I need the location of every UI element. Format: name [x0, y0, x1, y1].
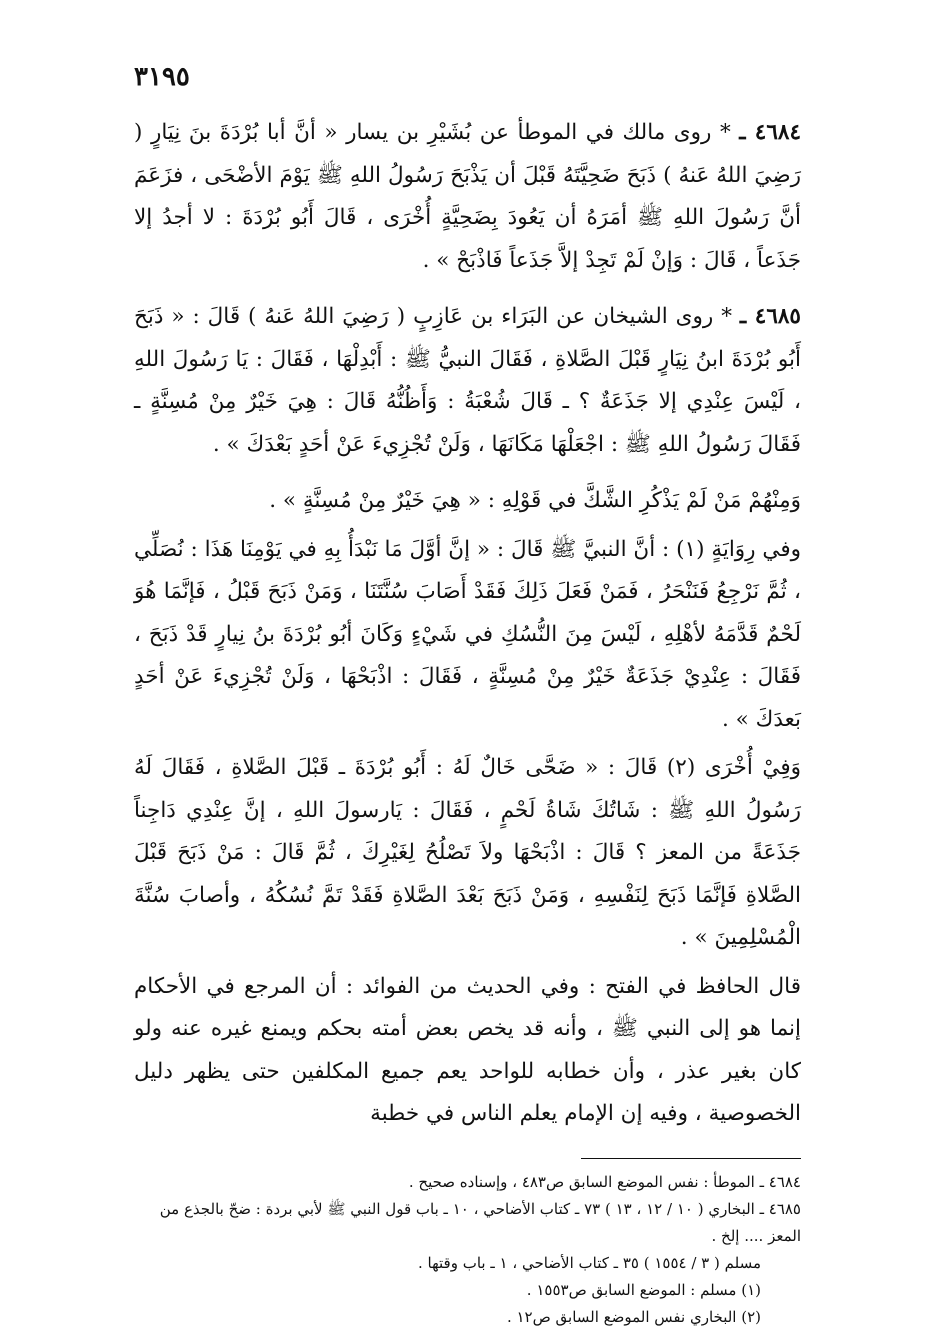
footnote: (١) مسلم : الموضع السابق ص١٥٥٣ . [526, 1280, 761, 1299]
footnote: (٢) البخاري نفس الموضع السابق ص١٢ . [506, 1307, 761, 1326]
paragraph: وَمِنْهُمْ مَنْ لَمْ يَذْكُرِ الشَّكَّ في قَوْلِهِ : « هِيَ خَيْرٌ مِنْ مُسِنَّةٍ » . [269, 488, 801, 513]
paragraph: قال الحافظ في الفتح : وفي الحديث من الفوائد : أن المرجع في الأحكام إنما هو إلى النبي ﷺ ، وأنه قد يخص بعض أمته بحكم ويمنع غيره عنه ولو كان بغير عذر ، وأن خطابه للواحد يعم جميع المكلفين حتى يظهر دليل الخصوصية ، وفيه إن الإمام يعلم الناس في خطبة [134, 973, 801, 1126]
hadith-number: ٤٦٨٤ ـ [739, 120, 801, 145]
paragraph: وفي رِوَايَةٍ (١) : أنَّ النبيَّ ﷺ قَالَ : « إنَّ أوَّلَ مَا نَبْدَأُ بِهِ في يَوْمِنَا هَذَا : نُصَلِّي ، ثُمَّ نَرْجِعُ فَنَنْحَرُ ، فَمَنْ فَعَلَ ذَلِكَ فَقَدْ أَصَابَ سُنَّتَنَا ، وَمَنْ ذَبَحَ قَبْلُ ، فَإنَّمَا هُوَ لَحْمٌ قَدَّمَهُ لأهْلِهِ ، لَيْسَ مِنَ النُّسُكِ في شَيْءٍ وَكَانَ أبُو بُرْدَةَ بنُ نِيارٍ قَدْ ذَبَحَ ، فَقَالَ : عِنْدِيْ جَذَعَةٌ خَيْرٌ مِنْ مُسِنَّةٍ ، فَقَالَ : اذْبَحْهَا ، وَلَنْ تُجْزِيءَ عَنْ أحَدٍ بَعدَكَ » . [134, 536, 801, 732]
page-number: ٣١٩٥ [134, 62, 190, 92]
footnote: مسلم ( ٣ / ١٥٥٤ ) ٣٥ ـ كتاب الأضاحي ، ١ ـ باب وقتها . [417, 1253, 761, 1272]
footnote-divider [581, 1158, 801, 1159]
hadith-text: * روى مالك في الموطأ عن بُشَيْرِ بن يسار « أنَّ أبا بُرْدَةَ بنَ نِيَارٍ ( رَضِيَ اللهُ عَنهُ ) ذَبَحَ ضَحِيَّتَهُ قَبْلَ أن يَذْبَحَ رَسُولُ اللهِ ﷺ يَوْمَ الأضْحَى ، فزَعَمَ أنَّ رَسُولَ اللهِ ﷺ أمَرَهُ أن يَعُودَ بِضَحِيَّةٍ أُخْرَى ، قَالَ أَبُو بُرْدَةَ : لا أجدُ إلا جَذَعاً ، قَالَ : وَإنْ لَمْ تَجِدْ إلاَّ جَذَعاً فَاذْبَحْ » . [134, 120, 801, 273]
hadith-number: ٤٦٨٥ ـ [739, 304, 801, 329]
hadith-4685 [134, 296, 801, 466]
paragraph: وَفِيْ أُخْرَى (٢) قَالَ : « ضَحَّى خَالٌ لَهُ : أَبُو بُرْدَةَ ـ قَبْلَ الصَّلاةِ ، فَقَالَ لَهُ رَسُولُ اللهِ ﷺ : شَاتُكَ شَاةُ لَحْمٍ ، فَقَالَ : يَارسولَ اللهِ ، إنَّ عِنْدِي دَاجِناً جَذَعَةً من المعز ؟ قَالَ : اذْبَحْهَا ولاَ تَصْلُحُ لِغَيْرِكَ ، ثُمَّ قَالَ : مَنْ ذَبَحَ قَبْلَ الصَّلاةِ فَإنَّمَا ذَبَحَ لِنَفْسِهِ ، وَمَنْ ذَبَحَ بَعْدَ الصَّلاةِ فَقَدْ تَمَّ نُسُكُهُ ، وأصابَ سُنَّةَ الْمُسْلِمِينَ » . [134, 755, 801, 950]
footnote: ٤٦٨٥ ـ البخاري ( ١٠ / ١٢ ، ١٣ ) ٧٣ ـ كتاب الأضاحي ، ١٠ ـ باب قول النبي ﷺ لأبي بردة : ضحّ بالجذع من المعز .... إلخ . [159, 1199, 801, 1245]
footnotes [134, 1169, 801, 1331]
main-text [134, 112, 801, 1136]
hadith-text: * روى الشيخان عن البَرَاء بن عَازِبٍ ( رَضِيَ اللهُ عَنهُ ) قَالَ : « ذَبَحَ أَبُو بُرْدَةَ ابنُ نِيَارٍ قَبْلَ الصَّلاةِ ، فَقَالَ النبيُّ ﷺ : أَبْدِلْهَا ، فَقَالَ : يَا رَسُولَ اللهِ ، لَيْسَ عِنْدِي إلا جَذَعَةٌ ؟ ـ قَالَ شُعْبَةُ : وَأَظُنُّهُ قَالَ : هِيَ خَيْرٌ مِنْ مُسِنَّةٍ ـ فَقَالَ رَسُولُ اللهِ ﷺ : اجْعَلْهَا مَكَانَهَا ، وَلَنْ تُجْزِيءَ عَنْ أحَدٍ بَعْدَكَ » . [134, 304, 801, 457]
footnote: ٤٦٨٤ ـ الموطأ : نفس الموضع السابق ص٤٨٣ ، وإسناده صحيح . [408, 1172, 801, 1191]
hadith-4684 [134, 112, 801, 282]
